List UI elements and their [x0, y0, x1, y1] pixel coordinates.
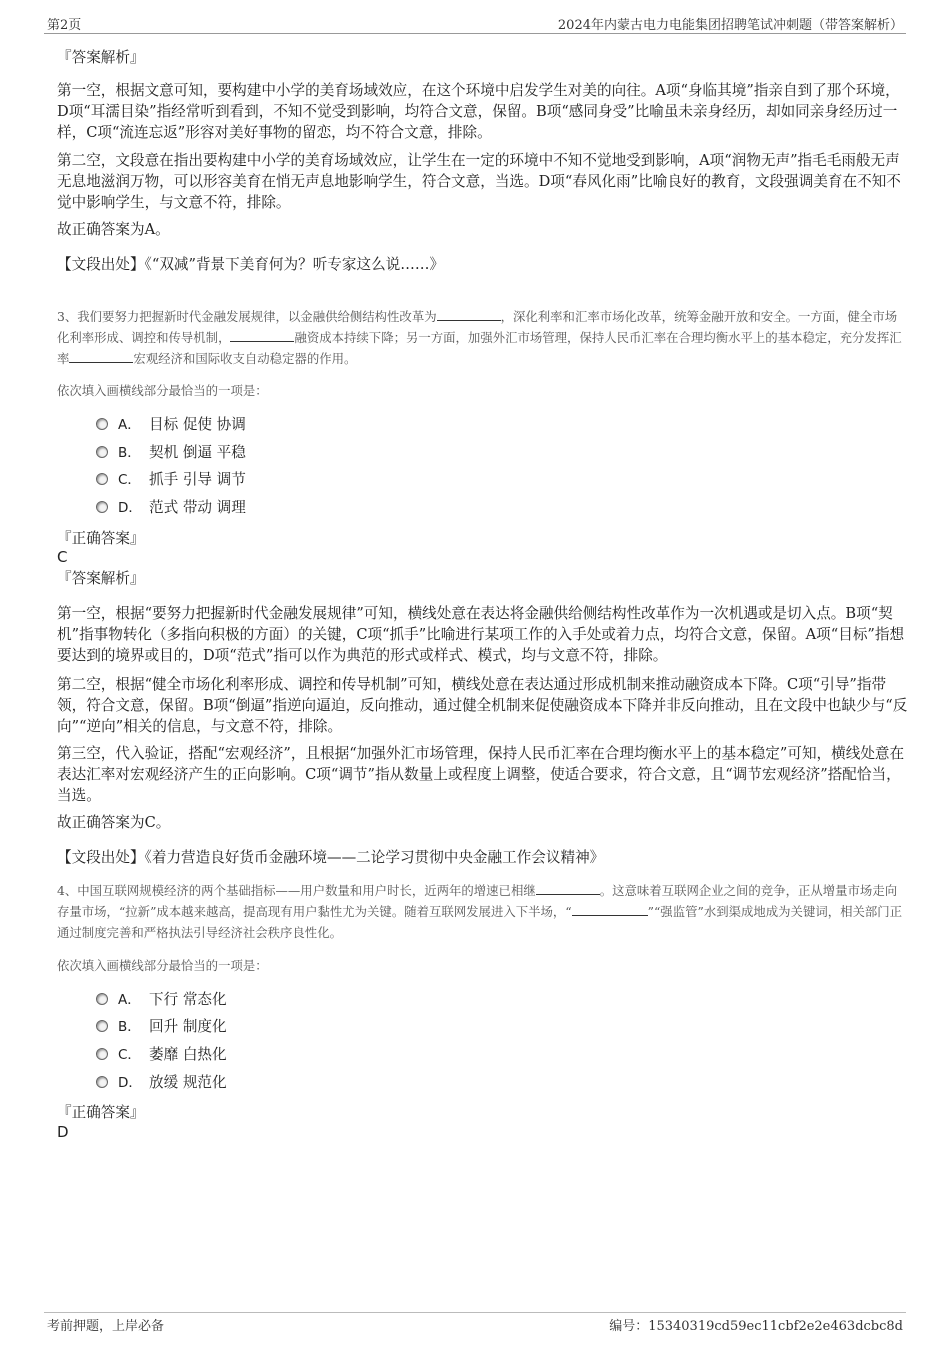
- option-text: 下行 常态化: [149, 991, 227, 1008]
- document-title: 2024年内蒙古电力电能集团招聘笔试冲刺题（带答案解析）: [557, 18, 903, 33]
- source-citation: 【文段出处】《着力营造良好货币金融环境——二论学习贯彻中央金融工作会议精神》: [57, 849, 605, 866]
- radio-button[interactable]: [96, 1076, 108, 1088]
- correct-answer-heading: 『正确答案』: [57, 1104, 145, 1121]
- option-c[interactable]: [96, 1045, 227, 1065]
- option-label: C．: [118, 472, 141, 488]
- analysis-heading: 『答案解析』: [57, 49, 145, 66]
- question-stem: [57, 306, 908, 369]
- option-text: 回升 制度化: [149, 1018, 227, 1035]
- radio-button[interactable]: [96, 446, 108, 458]
- option-text: 放缓 规范化: [149, 1074, 227, 1091]
- radio-button[interactable]: [96, 1020, 108, 1032]
- option-c[interactable]: [96, 470, 246, 490]
- option-label: B．: [118, 1019, 141, 1035]
- analysis-paragraph: 第二空，文段意在指出要构建中小学的美育场域效应，让学生在一定的环境中不知不觉地受到影响，A项“润物无声”指毛毛雨般无声无息地滋润万物，可以形容美育在悄无声息地影响学生，符合文意，当选。D项“春风化雨”比喻良好的教育，文段强调美育在不知不觉中影响学生，与文意不符，排除。: [57, 152, 901, 211]
- option-text: 范式 带动 调理: [149, 499, 246, 516]
- option-label: A．: [118, 992, 141, 1008]
- document-code: 编号：15340319cd59ec11cbf2e2e463dcbc8d: [609, 1319, 903, 1334]
- radio-button[interactable]: [96, 993, 108, 1005]
- stem-text: 宏观经济和国际收支自动稳定器的作用。: [133, 351, 357, 366]
- footer-divider: [44, 1312, 906, 1313]
- question-prompt: 依次填入画横线部分最恰当的一项是：: [57, 383, 268, 398]
- analysis-paragraph: 第一空，根据文意可知，要构建中小学的美育场域效应，在这个环境中启发学生对美的向往。A项“身临其境”指亲自到了那个环境，D项“耳濡目染”指经常听到看到，不知不觉受到影响，均符合文意，保留。B项“感同身受”比喻虽未亲身经历，却如同亲身经历过一样，C项“流连忘返”形容对美好事物的留恋，均不符合文意，排除。: [57, 82, 900, 141]
- correct-answer: D: [57, 1123, 69, 1141]
- blank-line: [230, 330, 294, 342]
- blank-line: [437, 309, 501, 321]
- radio-button[interactable]: [96, 473, 108, 485]
- option-text: 萎靡 白热化: [149, 1046, 227, 1063]
- stem-text: 3、我们要努力把握新时代金融发展规律，以金融供给侧结构性改革为: [57, 309, 437, 324]
- option-b[interactable]: [96, 443, 246, 463]
- option-label: A．: [118, 417, 141, 433]
- page-number: 第2页: [47, 18, 82, 33]
- option-label: D．: [118, 500, 142, 516]
- radio-button[interactable]: [96, 418, 108, 430]
- blank-line: [69, 351, 133, 363]
- stem-text: 。这意味着互联网企业之间的竞争，正从增量市场走向存量市场，“拉新”成本越来越高，提高现有用户黏性尤为关键。随着互联网发展进入下半场，“: [57, 883, 898, 919]
- radio-button[interactable]: [96, 501, 108, 513]
- analysis-heading: 『答案解析』: [57, 570, 145, 587]
- source-citation: 【文段出处】《“双减”背景下美育何为？听专家这么说……》: [57, 256, 445, 273]
- blank-line: [572, 904, 648, 916]
- stem-text: 4、中国互联网规模经济的两个基础指标——用户数量和用户时长，近两年的增速已相继: [57, 883, 536, 898]
- option-text: 目标 促使 协调: [149, 416, 246, 433]
- answer-conclusion: 故正确答案为A。: [57, 221, 170, 238]
- analysis-paragraph: 第一空，根据“要努力把握新时代金融发展规律”可知，横线处意在表达将金融供给侧结构性改革作为一次机遇或是切入点。B项“契机”指事物转化（多指向积极的方面）的关键，C项“抓手”比喻进行某项工作的入手处或着力点，均符合文意，保留。A项“目标”指想要达到的境界或目的，D项“范式”指可以作为典范的形式或样式、模式，均与文意不符，排除。: [57, 605, 905, 664]
- option-label: B．: [118, 445, 141, 461]
- question-prompt: 依次填入画横线部分最恰当的一项是：: [57, 958, 268, 973]
- option-b[interactable]: [96, 1017, 227, 1037]
- option-d[interactable]: [96, 1073, 227, 1093]
- radio-button[interactable]: [96, 1048, 108, 1060]
- option-a[interactable]: [96, 415, 246, 435]
- option-text: 抓手 引导 调节: [149, 471, 246, 488]
- footer-slogan: 考前押题，上岸必备: [47, 1319, 165, 1334]
- stem-text: 融资成本持续下降；另一方面，加强外汇市场管理，保持人民币汇率在合理均衡水平上的基本稳定，充分发挥汇率: [57, 330, 902, 366]
- option-d[interactable]: [96, 498, 246, 518]
- stem-text: ，深化利率和汇率市场化改革，统筹金融开放和安全。一方面，健全市场化利率形成、调控和传导机制，: [57, 309, 898, 345]
- answer-conclusion: 故正确答案为C。: [57, 814, 171, 831]
- blank-line: [536, 883, 600, 895]
- correct-answer: C: [57, 548, 68, 566]
- question-stem: [57, 880, 908, 943]
- analysis-paragraph: 第三空，代入验证，搭配“宏观经济”，且根据“加强外汇市场管理，保持人民币汇率在合理均衡水平上的基本稳定”可知，横线处意在表达汇率对宏观经济产生的正向影响。C项“调节”指从数量上或程度上调整，使适合要求，符合文意，且“调节宏观经济”搭配恰当，当选。: [57, 745, 905, 804]
- header-divider: [44, 33, 906, 34]
- analysis-paragraph: 第二空，根据“健全市场化利率形成、调控和传导机制”可知，横线处意在表达通过形成机制来推动融资成本下降。C项“引导”指带领，符合文意，保留。B项“倒逼”指逆向逼迫，反向推动，通过健全机制来促使融资成本下降并非反向推动，且在文段中也缺少与“反向”“逆向”相关的信息，与文意不符，排除。: [57, 676, 908, 735]
- stem-text: ”“强监管”水到渠成地成为关键词，相关部门正通过制度完善和严格执法引导经济社会秩序良性化。: [57, 904, 903, 940]
- option-text: 契机 倒逼 平稳: [149, 444, 246, 461]
- correct-answer-heading: 『正确答案』: [57, 530, 145, 547]
- option-label: C．: [118, 1047, 141, 1063]
- option-a[interactable]: [96, 990, 227, 1010]
- option-label: D．: [118, 1075, 142, 1091]
